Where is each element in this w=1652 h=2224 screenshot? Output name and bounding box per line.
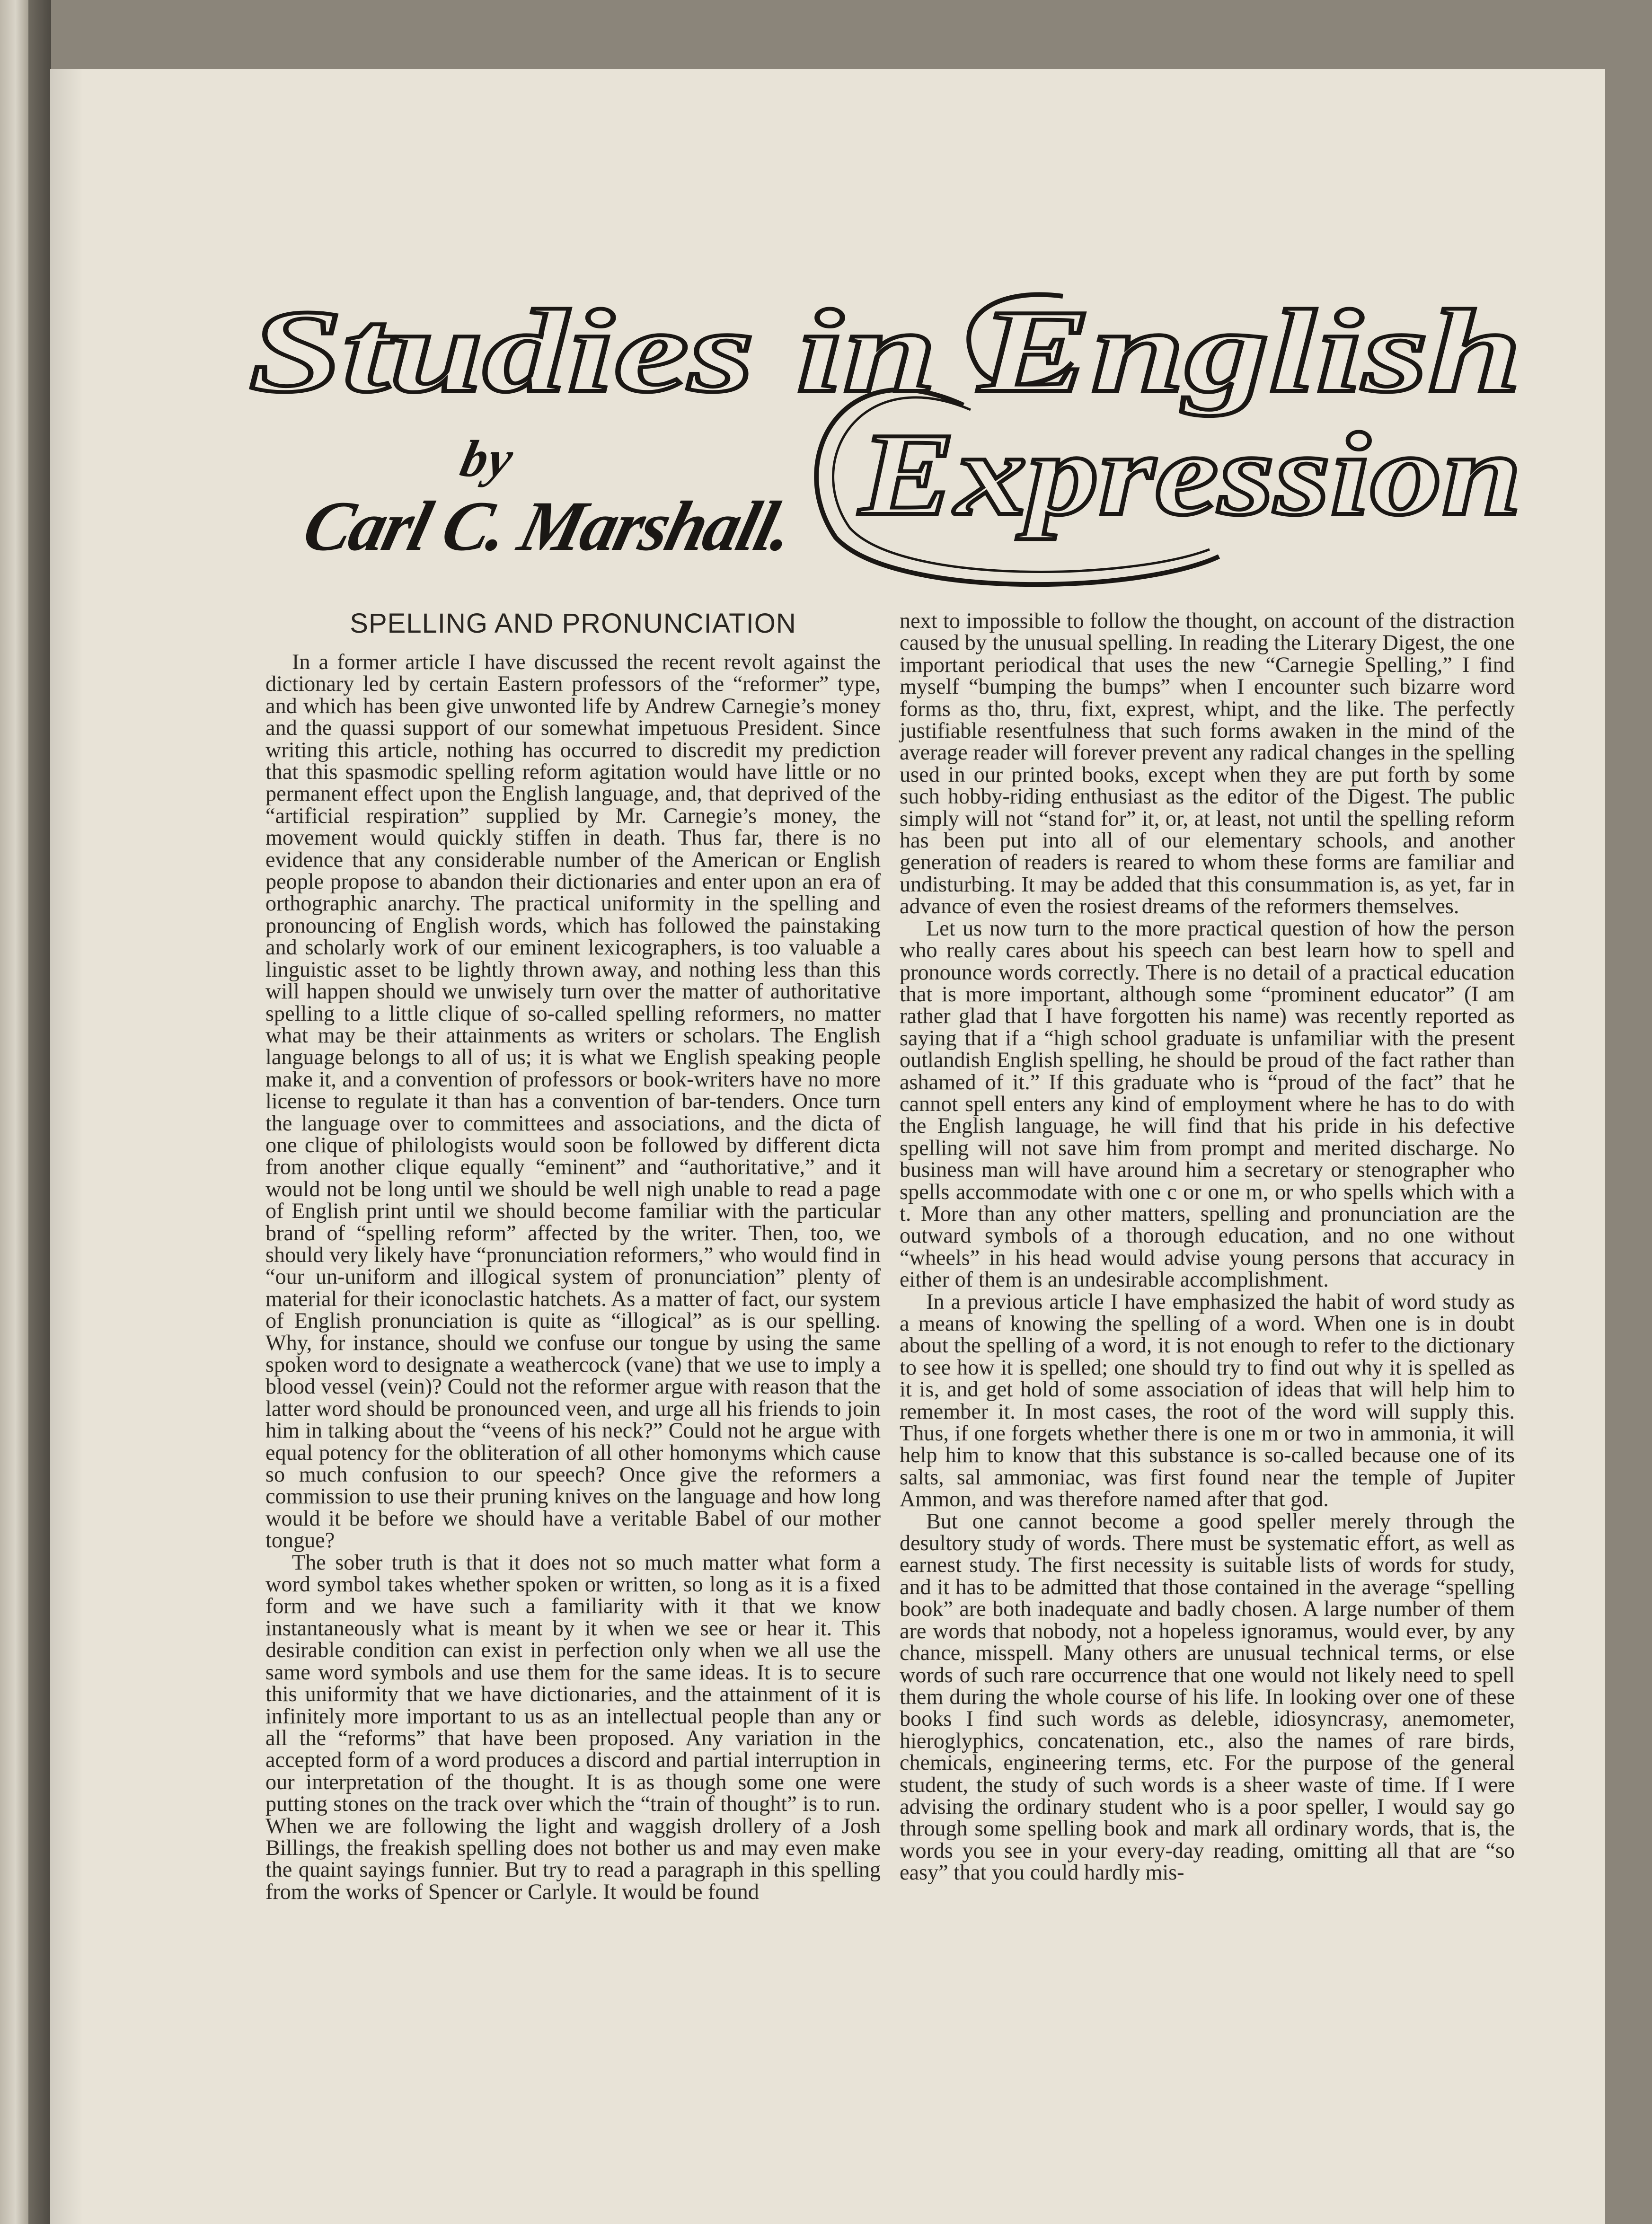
binding-edge: [0, 0, 28, 2224]
title-line-1: Studies in English: [249, 286, 1522, 417]
by-word: by: [456, 430, 519, 487]
magazine-page: [50, 69, 1605, 2224]
title-line-2: Expression: [858, 409, 1522, 540]
paragraph: In a previous article I have emphasized the habit of word study as a means of knowing the spelling of a word. When one is in doubt about the spelling of a word, it is not enough to refer to the dictionary to see how it is spelled; one should try to find out why it is spelled as it is, and get hold of some association of ideas that will help him to remember it. In most cases, the root of the word will supply this. Thus, if one forgets whether there is one m or two in ammonia, it will help him to know that this substance is so-called because one of its salts, sal ammoniac, was first found near the temple of Jupiter Ammon, and was therefore named after that god.: [900, 1289, 1515, 1511]
page-gutter: [28, 0, 51, 2224]
paragraph: The sober truth is that it does not so much matter what form a word symbol takes whether spoken or written, so long as it is a fixed form and we have such a familiarity with it that we know instantaneously what is meant by it when we see or hear it. This desirable condition can exist in perfection only when we all use the same word symbols and use them for the same ideas. It is to secure this uniformity that we have dictionaries, and the attainment of it is infinitely more important to us as an intellectual people than any or all the “reforms” that have been proposed. Any variation in the accepted form of a word produces a discord and partial interruption in our interpretation of the thought. It is as though some one were putting stones on the track over which the “train of thought” is to run. When we are following the light and waggish drollery of a Josh Billings, the freakish spelling does not bother us and may even make the quaint sayings funnier. But try to read a paragraph in this spelling from the works of Spencer or Carlyle. It would be found: [265, 1550, 881, 1904]
article-column-left: [265, 609, 881, 1903]
paragraph: But one cannot become a good speller merely through the desultory study of words. There must be systematic effort, as well as earnest study. The first necessity is suitable lists of words for study, and it has to be admitted that those contained in the average “spelling book” are both inadequate and badly chosen. A large number of them are words that nobody, not a hopeless ignoramus, would ever, by any chance, misspell. Many others are unusual technical terms, or else words of such rare occurrence that one would not likely need to spell them during the whole course of his life. In looking over one of these books I find such words as deleble, idiosyncrasy, anemometer, hieroglyphics, concatenation, etc., also the names of rare birds, chemicals, engineering terms, etc. For the purpose of the general student, the study of such words is a sheer waste of time. If I were advising the ordinary student who is a poor speller, I would say go through some spelling book and mark all ordinary words, that is, the words you see in your every-day reading, omitting all that are “so easy” that you could hardly mis-: [900, 1509, 1515, 1885]
section-heading: SPELLING AND PRONUNCIATION: [350, 608, 796, 639]
article-column-right: [900, 610, 1515, 1884]
paragraph: In a former article I have discussed the recent revolt against the dictionary led by certain Eastern professors of the “reformer” type, and which has been give unwonted life by Andrew Carnegie’s money and the quassi support of our somewhat impetuous President. Since writing this article, nothing has occurred to discredit my prediction that this spasmodic spelling reform agitation would have little or no permanent effect upon the English language, and, that deprived of the “artificial respiration” supplied by Mr. Carnegie’s money, the movement would quickly stiffen in death. Thus far, there is no evidence that any considerable number of the American or English people propose to abandon their dictionaries and enter upon an era of orthographic anarchy. The practical uniformity in the spelling and pronouncing of English words, which has followed the painstaking and scholarly work of our eminent lexicographers, is too valuable a linguistic asset to be lightly thrown away, and nothing less than this will happen should we unwisely turn over the matter of authoritative spelling to a little clique of so-called spelling reformers, no matter what may be their attainments as writers or scholars. The English language belongs to all of us; it is what we English speaking people make it, and a convention of professors or book-writers have no more license to regulate it than has a convention of bar-tenders. Once turn the language over to committees and associations, and the dicta of one clique of philologists would soon be followed by different dicta from another clique equally “eminent” and “authoritative,” and it would not be long until we should be well nigh unable to read a page of English print until we should become familiar with the particular brand of “spelling reform” affected by the writer. Then, too, we should very likely have “pronunciation reformers,” who would find in “our un-uniform and illogical system of pronunciation” plenty of material for their iconoclastic hatchets. As a matter of fact, our system of English pronunciation is quite as “illogical” as is our spelling. Why, for instance, should we confuse our tongue by using the same spoken word to designate a weathercock (vane) that we use to imply a blood vessel (vein)? Could not the reformer argue with reason that the latter word should be pronounced veen, and urge all his friends to join him in talking about the “veens of his neck?” Could not he argue with equal potency for the obliteration of all other homonyms which cause so much confusion to our speech? Once give the reformers a commission to use their pruning knives on the language and how long would it be before we should have a veritable Babel of our mother tongue?: [265, 650, 881, 1553]
paragraph: Let us now turn to the more practical question of how the person who really cares about his speech can best learn how to spell and pronounce words correctly. There is no detail of a practical education that is more important, although some “prominent educator” (I am rather glad that I have forgotten his name) was recently reported as saying that if a “high school graduate is unfamiliar with the present outlandish English spelling, he should be proud of the fact rather than ashamed of it.” If this graduate who is “proud of the fact” that he cannot spell enters any kind of employment where he has to do with the English language, he will find that his pride in his defective spelling will not save him from prompt and merited discharge. No business man will have around him a secretary or stenographer who spells accommodate with one c or one m, or who spells which with a t. More than any other matters, spelling and pronunciation are the outward symbols of a thorough education, and no one without “wheels” in his head would advise young persons that accuracy in either of them is an undesirable accomplishment.: [900, 916, 1515, 1292]
author-signature: Carl C. Marshall.: [296, 487, 800, 565]
paragraph: next to impossible to follow the thought, on account of the distraction caused by the unusual spelling. In reading the Literary Digest, the one important periodical that uses the new “Carnegie Spelling,” I find myself “bumping the bumps” when I encounter such bizarre word forms as tho, thru, fixt, exprest, whipt, and the like. The perfectly justifiable resentfulness that such forms awaken in the mind of the average reader will forever prevent any radical changes in the spelling used in our printed books, except when they are put forth by some such hobby-riding enthusiast as the editor of the Digest. The public simply will not “stand for” it, or, at least, not until the spelling reform has been put into all of our elementary schools, and another generation of readers is reared to whom these forms are familiar and undisturbing. It may be added that this consummation is, as yet, far in advance of even the rosiest dreams of the reformers themselves.: [900, 609, 1515, 918]
